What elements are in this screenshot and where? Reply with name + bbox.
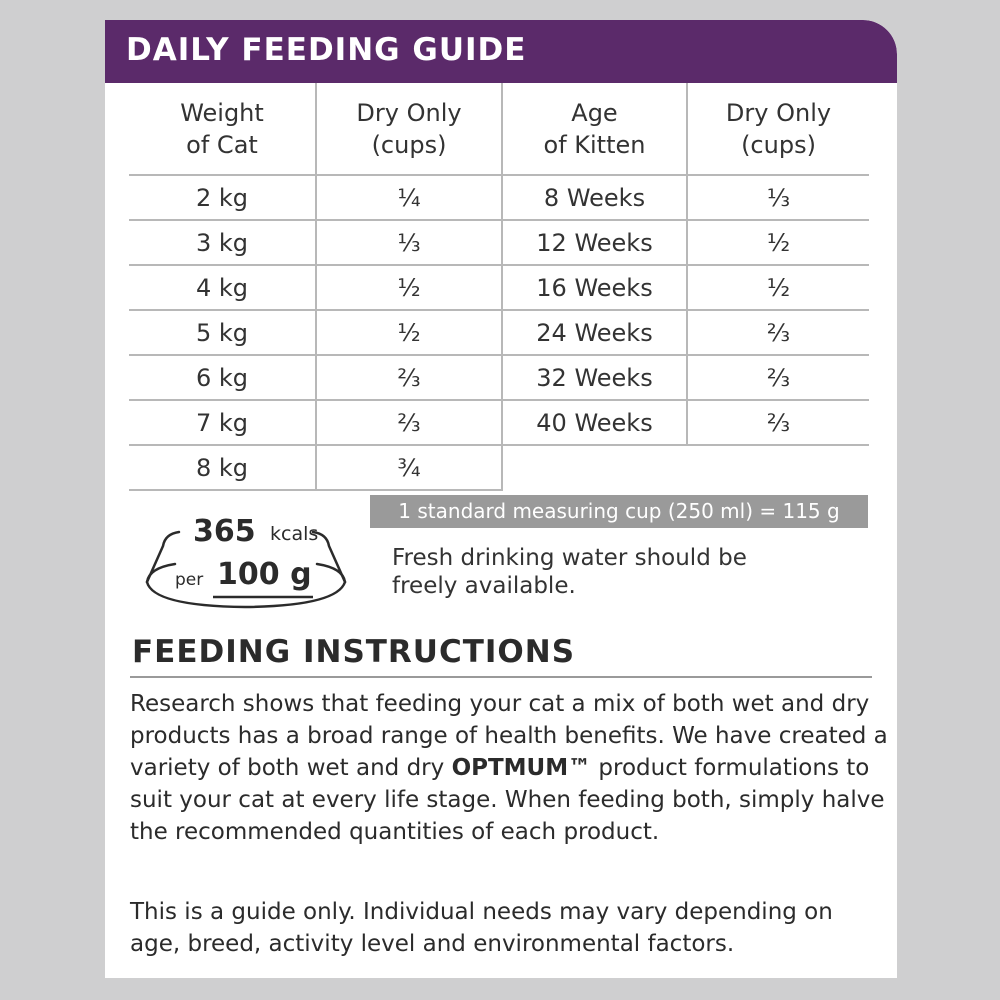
- table-row: [129, 355, 869, 400]
- cat-cups-cell: ½: [316, 265, 502, 310]
- kitten-age-cell: 32 Weeks: [502, 355, 687, 400]
- kitten-cups-cell: ⅔: [687, 400, 869, 445]
- feeding-guide-card: [105, 20, 897, 978]
- instructions-text: product formulations to suit your cat at every life stage. When feeding both, simply halve the recommended quantities of each product.: [130, 755, 885, 845]
- kcal-value: 365: [193, 514, 256, 549]
- kitten-cups-cell: ⅓: [687, 175, 869, 220]
- brand-name: OPTMUM™: [451, 755, 592, 781]
- cat-weight-cell: 7 kg: [129, 400, 316, 445]
- cat-cups-cell: ⅓: [316, 220, 502, 265]
- header-weight-of-cat: [129, 83, 316, 175]
- cat-cups-cell: ⅔: [316, 355, 502, 400]
- kitten-cups-cell: ⅔: [687, 355, 869, 400]
- instructions-divider: [130, 676, 872, 678]
- header-line: (cups): [371, 130, 447, 159]
- instructions-title: FEEDING INSTRUCTIONS: [132, 634, 576, 670]
- table-row: [129, 265, 869, 310]
- feeding-guide-title: DAILY FEEDING GUIDE: [126, 32, 527, 68]
- cat-weight-cell: 6 kg: [129, 355, 316, 400]
- header-line: (cups): [741, 130, 816, 159]
- cat-weight-cell: 8 kg: [129, 445, 316, 490]
- cat-weight-cell: 5 kg: [129, 310, 316, 355]
- table-row: [129, 310, 869, 355]
- header-line: Weight: [180, 98, 264, 127]
- header-dry-only-cups-kitten: [687, 83, 869, 175]
- header-age-of-kitten: [502, 83, 687, 175]
- kcal-weight: 100 g: [217, 557, 312, 592]
- cat-cups-cell: ⅔: [316, 400, 502, 445]
- cat-cups-cell: ¼: [316, 175, 502, 220]
- table-row: [129, 220, 869, 265]
- kitten-cups-cell: ½: [687, 265, 869, 310]
- table-row: [129, 445, 869, 490]
- table-header-row: [129, 83, 869, 175]
- feeding-table: [129, 83, 869, 491]
- table-row: [129, 400, 869, 445]
- instructions-text: Research shows that feeding your cat a mix of both wet and dry products has a broad range of health benefits. We have created a variety of both wet and dry: [130, 691, 888, 781]
- cat-weight-cell: 2 kg: [129, 175, 316, 220]
- kitten-cups-cell: ½: [687, 220, 869, 265]
- kitten-age-cell: 24 Weeks: [502, 310, 687, 355]
- header-dry-only-cups-cat: [316, 83, 502, 175]
- cat-weight-cell: 3 kg: [129, 220, 316, 265]
- kitten-age-cell: 16 Weeks: [502, 265, 687, 310]
- feeding-guide-header: [105, 20, 897, 83]
- kitten-cups-cell: ⅔: [687, 310, 869, 355]
- cat-weight-cell: 4 kg: [129, 265, 316, 310]
- table-row: [129, 175, 869, 220]
- kcal-per: per: [175, 570, 204, 590]
- measuring-cup-note: 1 standard measuring cup (250 ml) = 115 g: [370, 495, 868, 528]
- kcal-badge: [135, 512, 353, 612]
- header-line: Dry Only: [356, 98, 462, 127]
- kitten-cups-cell: [687, 445, 869, 490]
- kitten-age-cell: [502, 445, 687, 490]
- kitten-age-cell: 40 Weeks: [502, 400, 687, 445]
- header-line: of Kitten: [543, 130, 646, 159]
- header-line: of Cat: [186, 130, 258, 159]
- instructions-paragraph-1: [130, 688, 890, 848]
- instructions-paragraph-2: This is a guide only. Individual needs may vary depending on age, breed, activity level and environmental factors.: [130, 899, 833, 957]
- header-line: Dry Only: [725, 98, 832, 127]
- water-note: Fresh drinking water should be freely available.: [392, 545, 747, 599]
- kitten-age-cell: 12 Weeks: [502, 220, 687, 265]
- cat-cups-cell: ¾: [316, 445, 502, 490]
- kcal-unit: kcals: [270, 523, 319, 545]
- kitten-age-cell: 8 Weeks: [502, 175, 687, 220]
- header-line: Age: [571, 98, 618, 127]
- cat-cups-cell: ½: [316, 310, 502, 355]
